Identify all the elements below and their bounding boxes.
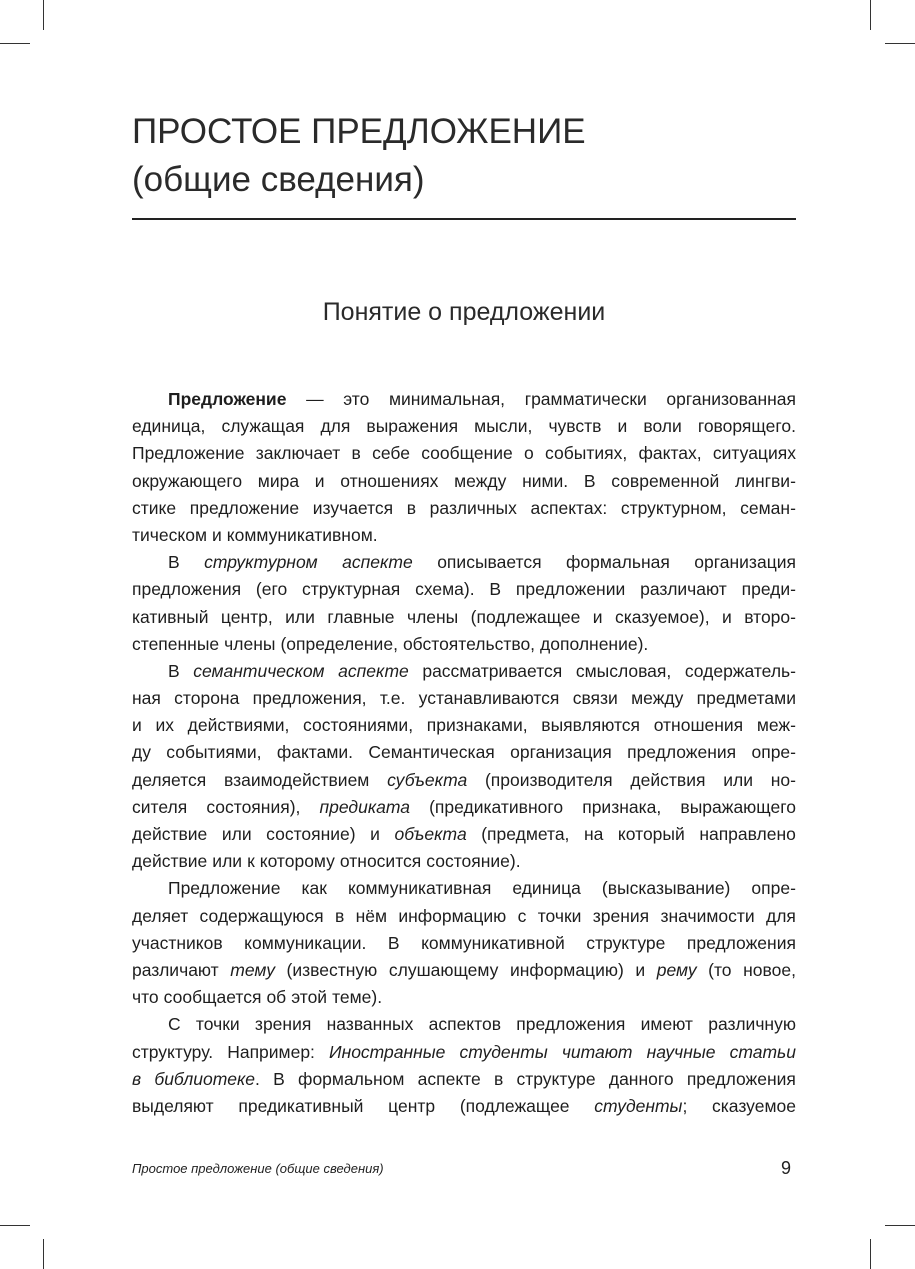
word: и [370,824,380,844]
word: единица [512,878,581,899]
word: (предикативного [429,796,564,817]
word: аспекте [417,1068,481,1089]
word: аспекте [342,552,413,573]
word: преди- [741,579,796,600]
word: структурном [204,552,318,573]
word: организация [510,742,612,763]
word: окружающего [132,470,243,491]
word: выражающего [680,796,796,817]
word: их [155,715,174,736]
word: сообщается [163,987,262,1008]
word: сторона [174,688,240,709]
word: в [351,443,361,464]
word: кативный [132,606,209,627]
word: читают [561,1041,633,1062]
word: объекта [394,824,467,844]
word: Семантическая [368,742,495,763]
body-line [132,1093,796,1120]
word: о [524,443,534,464]
word: заключает [255,443,341,464]
word: Предложение [168,389,287,409]
word: статьи [729,1041,796,1062]
word: и [314,470,325,491]
word: дополнение). [540,633,649,654]
word: но- [770,769,796,790]
body-line [132,631,796,658]
body-line [132,821,796,848]
chapter-title-line-2: (общие сведения) [132,160,425,199]
body-line [132,495,796,522]
word: современной [611,470,720,491]
word: сказуемое [712,1095,796,1116]
word: (его [255,579,288,600]
body-line [132,875,796,902]
word: В [273,1068,285,1089]
word: или [212,851,243,872]
word: зрения [592,905,650,926]
word: организованная [666,389,796,409]
word: (известную [286,959,378,980]
word: (производителя [484,769,613,790]
word: В [168,552,180,573]
word: слушающему [388,959,499,980]
body-line [132,468,796,495]
body-line [132,658,796,685]
word: и [617,416,628,437]
word: теме). [332,987,383,1008]
word: коммуникации. [244,932,367,953]
word: члены [224,633,276,654]
word: между [631,688,684,709]
word: семантическом [193,660,325,681]
word: направлено [699,824,796,844]
word: предложения [132,579,242,600]
word: сказуемое), [614,606,710,627]
word: В [583,470,596,491]
word: или [723,769,753,790]
word: к [247,851,255,872]
word: или [285,606,315,627]
word: обстоятельство, [402,633,536,654]
word: этой [291,987,328,1008]
word: об [266,987,287,1008]
body-line [132,712,796,739]
crop-mark-top-right-horizontal [885,43,915,44]
word: предикативный [238,1095,364,1116]
title-rule [132,218,796,220]
word: В [387,932,400,953]
word: информацию) [509,959,624,980]
word: деляется [132,769,207,790]
word: и [722,606,732,627]
word: различных [429,497,517,518]
word: действие [132,824,208,844]
word: ситуациях [712,443,796,464]
word: аспектов [428,1014,502,1035]
word: описывается [437,552,542,573]
footer-running-title: Простое предложение (общие сведения) [132,1161,384,1176]
word: событиями, [166,742,262,763]
body-line [132,440,796,467]
word: центр [388,1095,436,1116]
word: и [592,606,603,627]
body-line [132,604,796,631]
word: это [343,389,370,409]
word: мира [257,470,300,491]
word: опре- [751,878,796,899]
word: с [517,905,527,926]
body-line [132,848,796,875]
word: состояниями, [303,715,414,736]
body-line [132,794,796,821]
word: и [635,959,646,980]
word: ду [132,742,151,763]
word: студенты; [594,1095,688,1116]
word: стике [132,497,177,518]
word: субъекта [387,769,468,790]
word: новое, [743,959,796,980]
word: состояния), [206,796,301,817]
word: ними. [522,470,569,491]
word: предложения [686,932,796,953]
word: состояние). [426,851,521,872]
word: предложения, [252,688,367,709]
word: для [320,416,351,437]
word: формальная [566,552,670,573]
word: сообщение [421,443,513,464]
word: рассматривается [422,660,563,681]
word: признака, [582,796,662,817]
word: фактах, [638,443,702,464]
word: в [132,1068,142,1089]
word: или [221,824,252,844]
word: организация [694,552,796,573]
word: и [212,524,222,545]
word: единица, [132,416,206,437]
word: аспектах: [530,497,608,518]
word: грамматически [524,389,647,409]
word: (определение, [280,633,398,654]
word: аспекте [338,660,409,681]
word: структуре [586,932,666,953]
word: зрения [254,1014,312,1035]
word: выделяют [132,1095,214,1116]
word: коммуникативном. [226,524,378,545]
body-line [132,1039,796,1066]
word: С [168,1014,181,1035]
word: связи [572,688,618,709]
word: предложения [516,1014,626,1035]
word: взаимодействием [224,769,370,790]
word: выявляются [541,715,641,736]
body-line [132,386,796,413]
section-heading: Понятие о предложении [322,298,606,326]
word: информацию [398,905,507,926]
body-line [132,549,796,576]
body-line [132,685,796,712]
word: содержащуюся [199,905,324,926]
word: (высказывание) [601,878,731,899]
word: действиями, [187,715,290,736]
word: центр, [220,606,273,627]
word: (то [708,959,732,980]
word: чувств [548,416,602,437]
body-line [132,984,796,1011]
word: для [765,905,796,926]
chapter-title-line-1: ПРОСТОЕ ПРЕДЛОЖЕНИЕ [132,112,586,151]
word: говорящего. [697,416,796,437]
word: различают [640,579,727,600]
word: нём [355,905,387,926]
word: коммуникативной [421,932,565,953]
word: В [489,579,502,600]
body-line [132,1011,796,1038]
word: меж- [756,715,796,736]
word: члены [406,606,459,627]
word: точки [537,905,582,926]
crop-mark-top-left-horizontal [0,43,30,44]
word: мысли, [474,416,533,437]
word: относится [339,851,422,872]
word: точки [195,1014,240,1035]
word: выражения [366,416,459,437]
body-text [132,386,796,1120]
word: структуре [516,1068,596,1089]
body-line [132,930,796,957]
word: структурная [302,579,401,600]
word: признаками, [426,715,528,736]
word: семан- [740,497,796,518]
word: предметами [696,688,796,709]
word: (подлежащее [470,606,581,627]
body-line [132,957,796,984]
word: в [406,497,417,518]
word: (подлежащее [459,1095,570,1116]
word: тическом [132,524,208,545]
word: которому [259,851,335,872]
body-line [132,576,796,603]
word: содержатель- [684,660,796,681]
crop-mark-bottom-left-horizontal [0,1225,30,1226]
word: т.е. [379,688,406,709]
word: структурном, [620,497,727,518]
word: устанавливаются [418,688,560,709]
word: служащая [221,416,305,437]
page-number: 9 [780,1158,791,1178]
word: и [132,715,142,736]
word: предложении [515,579,626,600]
word: Например: [227,1041,315,1062]
body-line [132,903,796,930]
word: между [454,470,507,491]
word: изучается [312,497,394,518]
body-line [132,739,796,766]
word: тему [230,959,275,980]
crop-mark-top-left-vertical [43,0,44,30]
body-line [132,522,796,549]
word: который [617,824,685,844]
body-line [132,413,796,440]
word: предложения [627,742,737,763]
crop-mark-bottom-left-vertical [43,1239,44,1269]
word: состояние) [266,824,356,844]
word: воли [643,416,682,437]
word: второ- [744,606,796,627]
word: деляет [132,905,189,926]
word: предложения [686,1068,796,1089]
word: главные [327,606,395,627]
word: — [306,389,324,409]
word: ная [132,688,161,709]
word: в [334,905,345,926]
word: (предмета, [481,824,570,844]
word: библиотеке. [154,1068,260,1089]
word: фактами. [276,742,354,763]
word: лингви- [734,470,796,491]
word: степенные [132,633,220,654]
word: что [132,987,159,1008]
word: В [168,660,180,681]
word: действия [630,769,706,790]
word: опре- [751,742,796,763]
crop-mark-bottom-right-vertical [870,1239,871,1269]
body-line [132,767,796,794]
word: формальном [298,1068,405,1089]
word: значимости [660,905,755,926]
word: событиях, [545,443,628,464]
word: Предложение [168,878,281,899]
word: как [301,878,327,899]
word: различают [132,959,219,980]
word: коммуникативная [347,878,492,899]
word: предиката [319,796,410,817]
word: структуру. [132,1041,214,1062]
word: названных [326,1014,414,1035]
chapter-title [132,108,796,204]
word: отношениях [340,470,439,491]
word: имеют [640,1014,693,1035]
word: отношения [653,715,744,736]
word: в [493,1068,504,1089]
word: смысловая, [575,660,672,681]
word: научные [646,1041,716,1062]
word: схема). [415,579,475,600]
word: данного [608,1068,674,1089]
word: студенты [459,1041,548,1062]
word: предложение [189,497,300,518]
word: Предложение [132,443,245,464]
word: себе [372,443,410,464]
body-line [132,1066,796,1093]
word: различную [708,1014,796,1035]
word: на [583,824,604,844]
word: минимальная, [388,389,506,409]
word: Иностранные [329,1041,446,1062]
crop-mark-bottom-right-horizontal [885,1225,915,1226]
word: участников [132,932,223,953]
word: действие [132,851,208,872]
word: рему [656,959,697,980]
word: сителя [132,796,188,817]
crop-mark-top-right-vertical [870,0,871,30]
